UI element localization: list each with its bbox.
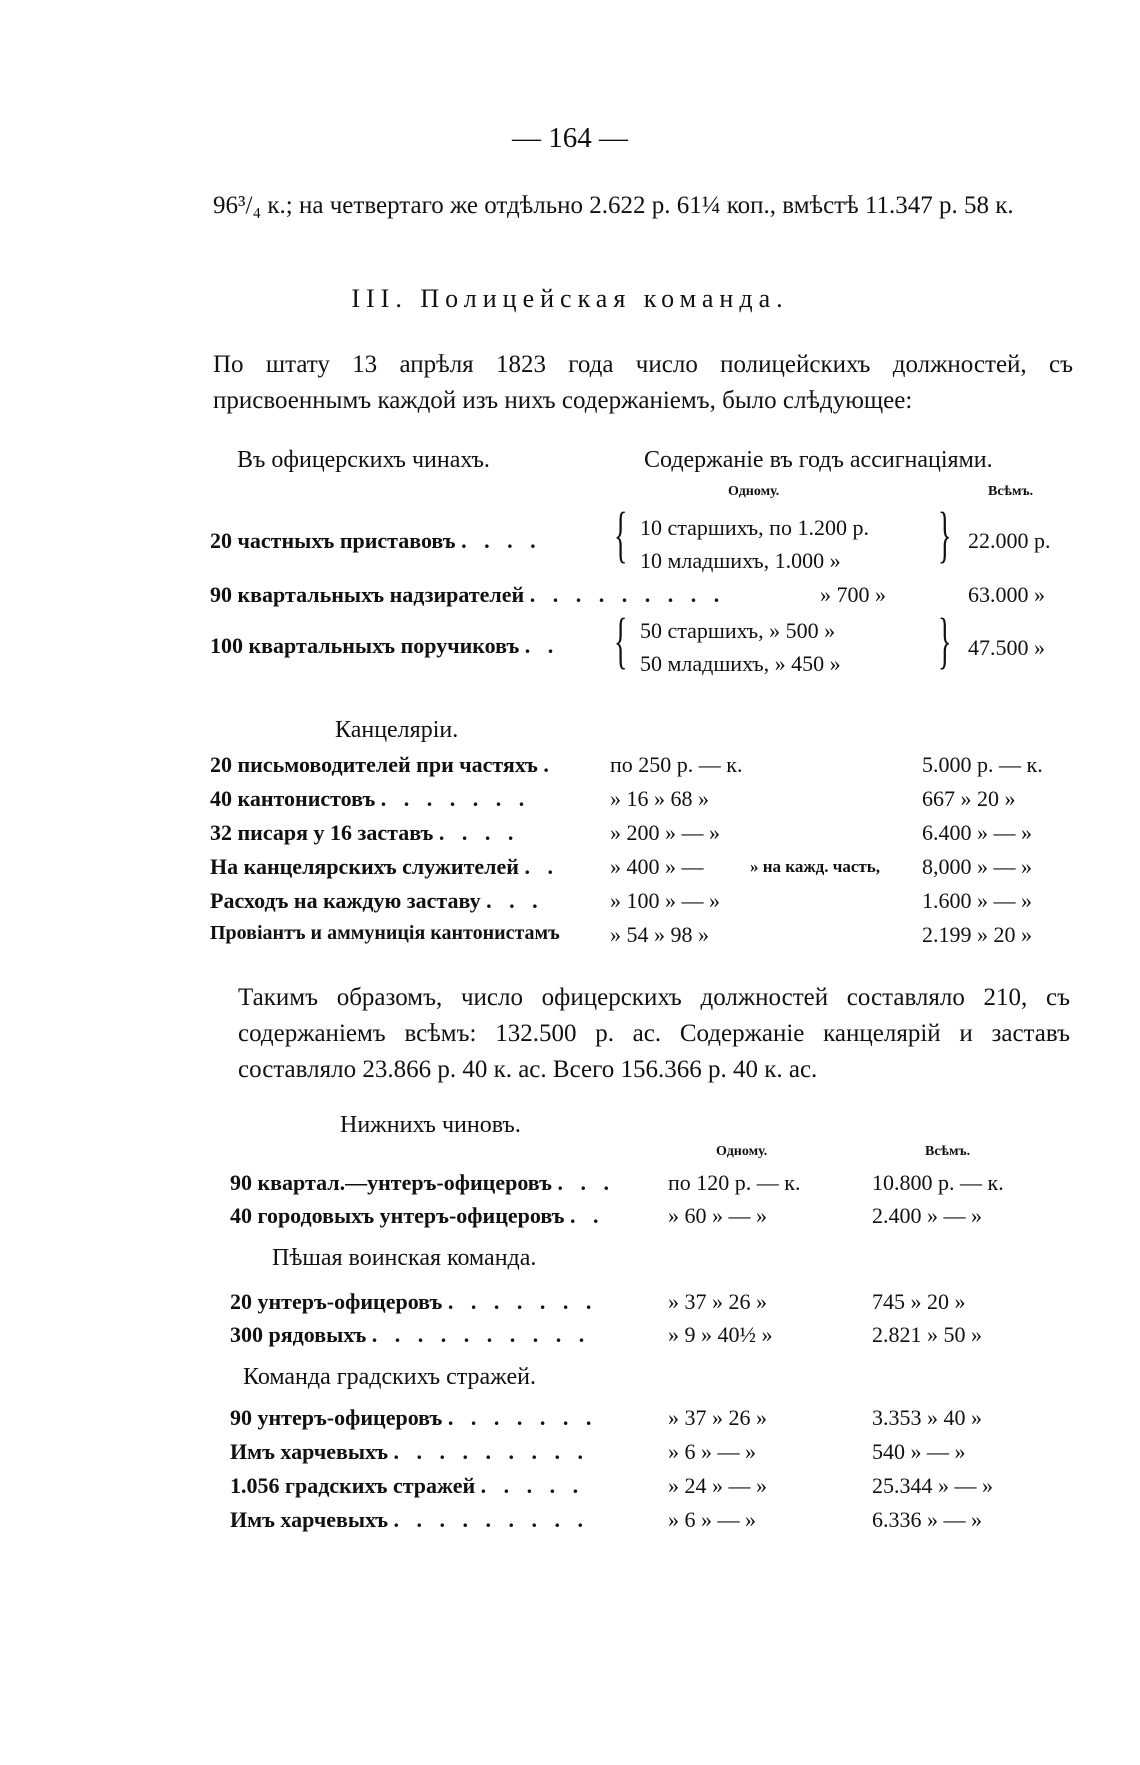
- row-one-value: » 6 » — »: [668, 1507, 756, 1532]
- row-total: 10.800 р. — к.: [872, 1170, 1004, 1195]
- table-row-label: 20 частныхъ приставовъ . . . .: [210, 528, 542, 553]
- brace-left: {: [614, 607, 628, 675]
- row-total: 8,000 » — »: [922, 854, 1032, 879]
- section-title: III. Полицейская команда.: [351, 284, 789, 313]
- brace-left: {: [614, 501, 628, 569]
- row-one-value: » 37 » 26 »: [668, 1289, 767, 1314]
- row-one-value: » 37 » 26 »: [668, 1405, 767, 1430]
- row-total: 22.000 р.: [968, 528, 1051, 553]
- row-total: 5.000 р. — к.: [922, 752, 1043, 777]
- intro-paragraph: По штату 13 апрѣля 1823 года число полицейскихъ должностей, съ присвоеннымъ каждой изъ нихъ содержаніемъ, было слѣдующее:: [213, 351, 1073, 414]
- row-total: 667 » 20 »: [922, 786, 1016, 811]
- table-row-label: 40 городовыхъ унтеръ-офицеровъ . .: [230, 1203, 605, 1228]
- table-row-label: 90 унтеръ-офицеровъ . . . . . . .: [230, 1405, 598, 1430]
- row-note: » на кажд. часть,: [750, 857, 880, 876]
- row-one-value: » 24 » — »: [668, 1473, 767, 1498]
- row-total: 540 » — »: [872, 1439, 966, 1464]
- table-row-label: 40 кантонистовъ . . . . . . .: [210, 786, 531, 811]
- row-total: 63.000 »: [968, 582, 1045, 607]
- table-row-label: 90 квартал.—унтеръ-офицеровъ . . .: [230, 1170, 615, 1195]
- lower-ranks-heading: Нижнихъ чиновъ.: [340, 1112, 521, 1138]
- row-total: 2.821 » 50 »: [872, 1322, 982, 1347]
- row-total: 25.344 » — »: [872, 1473, 993, 1498]
- row-total: 1.600 » — »: [922, 888, 1032, 913]
- column-one-header: Одному.: [716, 1144, 768, 1159]
- salary-heading: Содержаніе въ годъ ассигнаціями.: [644, 447, 993, 473]
- row-price: » 200 » — »: [610, 820, 720, 845]
- brace-right: }: [938, 607, 952, 675]
- table-row-label: 90 квартальныхъ надзирателей . . . . . . . . .: [210, 582, 726, 607]
- row-total: 6.400 » — »: [922, 820, 1032, 845]
- table-row-label: 20 унтеръ-офицеровъ . . . . . . .: [230, 1289, 598, 1314]
- row-total: 745 » 20 »: [872, 1289, 966, 1314]
- brace-right: }: [938, 501, 952, 569]
- foot-command-heading: Пѣшая воинская команда.: [272, 1245, 537, 1271]
- table-row-label: 20 письмоводителей при частяхъ .: [210, 752, 549, 777]
- table-row-label: 300 рядовыхъ . . . . . . . . . .: [230, 1322, 591, 1347]
- row-one-value: » 6 » — »: [668, 1439, 756, 1464]
- chancery-heading: Канцеляріи.: [335, 717, 459, 743]
- summary-paragraph: Такимъ образомъ, число офицерскихъ должностей составляло 210, съ содержаніемъ всѣмъ: 132.500 р. ас. Содержаніе канцелярій и заставъ составляло 23.866 р. 40 к. ас. Всего 156.366 р. 40 к. ас.: [238, 984, 1070, 1083]
- row-total: 2.400 » — »: [872, 1203, 982, 1228]
- sub-line: 50 младшихъ, » 450 »: [640, 651, 841, 676]
- page-number: — 164 —: [512, 122, 628, 154]
- row-one-value: по 120 р. — к.: [668, 1170, 801, 1195]
- row-total: 2.199 » 20 »: [922, 922, 1032, 947]
- sub-line: 50 старшихъ, » 500 »: [640, 618, 836, 643]
- row-one-value: » 60 » — »: [668, 1203, 767, 1228]
- table-row-label: Расходъ на каждую заставу . . .: [210, 888, 544, 913]
- row-total: 47.500 »: [968, 635, 1045, 660]
- column-all-header: Всѣмъ.: [988, 484, 1034, 499]
- column-all-header: Всѣмъ.: [925, 1144, 971, 1159]
- table-row-label: Имъ харчевыхъ . . . . . . . . .: [230, 1439, 590, 1464]
- table-row-label: На канцелярскихъ служителей . .: [210, 854, 559, 879]
- sub-line: 10 старшихъ, по 1.200 р.: [640, 515, 869, 540]
- city-guards-heading: Команда градскихъ стражей.: [243, 1364, 536, 1390]
- officers-heading: Въ офицерскихъ чинахъ.: [237, 447, 490, 473]
- table-row-label: 100 квартальныхъ поручиковъ . .: [210, 633, 560, 658]
- column-one-header: Одному.: [728, 484, 780, 499]
- row-one-value: » 700 »: [820, 582, 886, 607]
- row-total: 3.353 » 40 »: [872, 1405, 982, 1430]
- row-price: » 54 » 98 »: [610, 922, 709, 947]
- table-row-label: 1.056 градскихъ стражей . . . . .: [230, 1473, 585, 1498]
- sub-line: 10 младшихъ, 1.000 »: [640, 548, 841, 573]
- row-price: по 250 р. — к.: [610, 752, 743, 777]
- row-price: » 100 » — »: [610, 888, 720, 913]
- row-price: » 400 » —: [610, 854, 704, 879]
- row-one-value: » 9 » 40½ »: [668, 1322, 773, 1347]
- table-row-label: 32 писаря у 16 заставъ . . . .: [210, 820, 520, 845]
- table-row-label: Имъ харчевыхъ . . . . . . . . .: [230, 1507, 590, 1532]
- row-price: » 16 » 68 »: [610, 786, 709, 811]
- row-total: 6.336 » — »: [872, 1507, 982, 1532]
- carryover-paragraph: 96³/₄ к.; на четвертаго же отдѣльно 2.622 р. 61¼ коп., вмѣстѣ 11.347 р. 58 к.: [213, 192, 1014, 219]
- table-row-label: Провіантъ и аммуниція кантонистамъ: [210, 922, 560, 944]
